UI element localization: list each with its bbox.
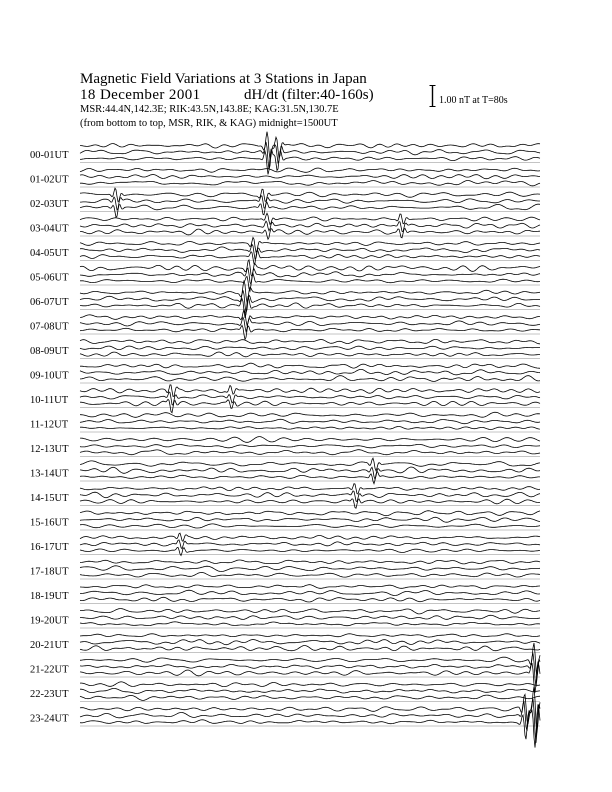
hour-row — [30, 560, 540, 579]
hour-row — [30, 339, 540, 358]
hour-row-label: 08-09UT — [30, 346, 69, 357]
station-trace — [80, 499, 540, 508]
station-trace — [80, 339, 540, 343]
hour-row — [30, 132, 540, 175]
hour-row-label: 01-02UT — [30, 174, 69, 186]
station-trace — [80, 511, 540, 516]
hour-row-label: 12-13UT — [30, 444, 69, 455]
station-trace — [80, 346, 540, 350]
station-trace — [80, 699, 540, 743]
station-trace — [80, 524, 540, 528]
hour-row — [30, 458, 540, 484]
station-trace — [80, 369, 540, 374]
hour-row — [30, 511, 540, 530]
scale-label: 1.00 nT at T=80s — [439, 95, 508, 106]
station-trace — [80, 533, 540, 541]
station-trace — [80, 132, 540, 160]
station-trace — [80, 566, 540, 572]
station-trace — [80, 640, 540, 645]
station-trace — [80, 444, 540, 447]
hour-row-label: 00-01UT — [30, 150, 69, 161]
station-trace — [80, 597, 540, 602]
hour-row — [30, 585, 540, 604]
station-trace — [80, 609, 540, 614]
station-trace — [80, 560, 540, 564]
hour-row-label: 18-19UT — [30, 591, 69, 602]
station-trace — [80, 309, 540, 325]
station-trace — [80, 484, 540, 494]
station-trace — [80, 297, 540, 318]
station-trace — [80, 352, 540, 357]
station-coordinates: MSR:44.4N,142.3E; RIK:43.5N,143.8E; KAG:31.5N,130.7E — [80, 104, 339, 115]
station-trace — [80, 168, 540, 172]
station-trace — [80, 695, 540, 700]
station-trace — [80, 646, 540, 651]
chart-date: 18 December 2001 — [80, 87, 201, 103]
hour-row-label: 04-05UT — [30, 248, 69, 259]
hour-row — [30, 168, 540, 187]
hour-row-label: 05-06UT — [30, 272, 69, 284]
hour-row — [30, 609, 540, 628]
hour-row-label: 22-23UT — [30, 689, 69, 700]
station-trace — [80, 585, 540, 589]
station-trace — [80, 363, 540, 368]
hour-row — [30, 687, 540, 748]
hour-row — [30, 237, 540, 264]
station-trace — [80, 412, 540, 417]
hour-row-label: 10-11UT — [30, 395, 69, 406]
station-trace — [80, 517, 540, 522]
hour-row-label: 02-03UT — [30, 199, 69, 210]
hour-row-label: 23-24UT — [30, 713, 69, 725]
station-trace — [80, 274, 540, 291]
station-trace — [80, 181, 540, 186]
hour-row — [30, 309, 540, 339]
station-trace — [80, 188, 540, 202]
hour-row-label: 14-15UT — [30, 493, 69, 504]
hour-row-label: 11-12UT — [30, 419, 69, 431]
station-trace — [80, 687, 540, 733]
hour-row — [30, 188, 540, 217]
hour-row-label: 17-18UT — [30, 566, 69, 578]
station-trace — [80, 244, 540, 259]
station-trace — [80, 653, 540, 686]
chart-title: Magnetic Field Variations at 3 Stations in Japan — [80, 71, 367, 87]
station-trace — [80, 376, 540, 382]
station-trace — [80, 325, 540, 339]
hour-row — [30, 260, 540, 291]
hour-row-label: 03-04UT — [30, 223, 69, 235]
hour-row — [30, 363, 540, 383]
station-trace — [80, 634, 540, 637]
station-trace — [80, 590, 540, 595]
hour-row-label: 07-08UT — [30, 321, 69, 333]
station-trace — [80, 540, 540, 549]
station-trace — [80, 213, 540, 224]
hour-row — [30, 533, 540, 555]
hour-row-label: 21-22UT — [30, 664, 69, 676]
station-trace — [80, 458, 540, 471]
station-trace — [80, 399, 540, 412]
hour-row-label: 15-16UT — [30, 517, 69, 529]
station-trace — [80, 491, 540, 502]
hour-row-label: 16-17UT — [30, 542, 69, 553]
hour-row — [30, 412, 540, 432]
station-trace — [80, 175, 540, 179]
station-trace — [80, 385, 540, 397]
hour-row — [30, 484, 540, 509]
hour-row-label: 13-14UT — [30, 468, 69, 480]
hour-row — [30, 634, 540, 653]
hour-row — [30, 385, 540, 413]
station-trace — [80, 419, 540, 423]
hour-row — [30, 281, 540, 318]
station-trace — [80, 437, 540, 443]
hour-row-label: 20-21UT — [30, 640, 69, 651]
station-order-note: (from bottom to top, MSR, RIK, & KAG) midnight=1500UT — [80, 118, 338, 129]
hour-row-label: 09-10UT — [30, 370, 69, 382]
station-trace — [80, 450, 540, 455]
station-trace — [80, 689, 540, 694]
hour-row-label: 06-07UT — [30, 297, 69, 308]
station-trace — [80, 682, 540, 687]
station-trace — [80, 615, 540, 619]
station-trace — [80, 622, 540, 626]
station-trace — [80, 471, 540, 484]
station-trace — [80, 228, 540, 239]
hour-row — [30, 213, 540, 239]
station-trace — [80, 221, 540, 232]
hour-row — [30, 437, 540, 457]
station-trace — [80, 572, 540, 577]
hour-row — [30, 682, 540, 702]
station-trace — [80, 427, 540, 430]
chart-parameter: dH/dt (filter:40-160s) — [244, 87, 374, 103]
hour-row-label: 19-20UT — [30, 615, 69, 627]
station-trace — [80, 251, 540, 264]
station-trace — [80, 196, 540, 210]
station-trace — [80, 202, 540, 217]
